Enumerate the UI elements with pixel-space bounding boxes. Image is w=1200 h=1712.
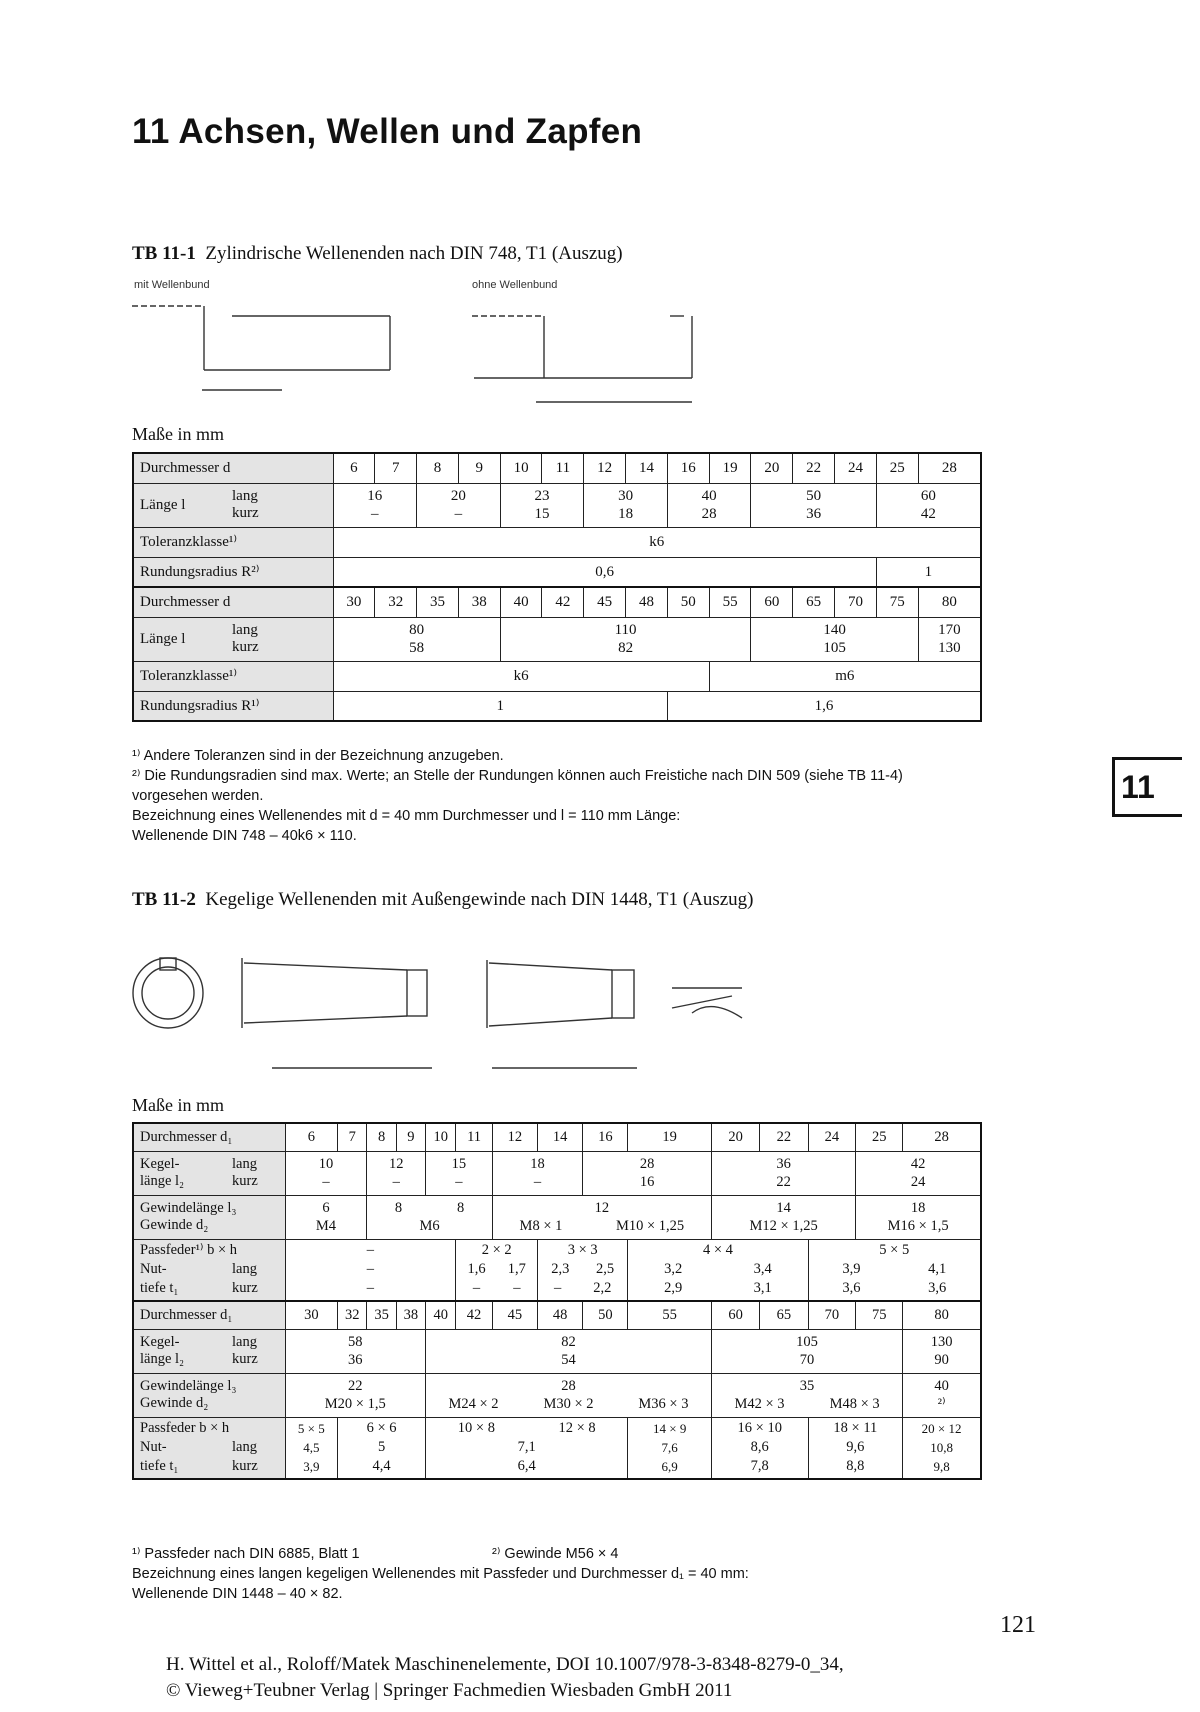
tb1-notes <box>132 746 982 846</box>
cell: 3 × 3 2,3 2,5 – 2,2 <box>537 1239 627 1301</box>
cell: M48 × 3 <box>829 1396 880 1412</box>
cell: – <box>472 1280 481 1297</box>
cell: 170 130 <box>918 617 981 661</box>
label: kurz <box>232 639 259 655</box>
cell: 55 <box>709 587 751 617</box>
cell: 35 <box>417 587 459 617</box>
cell: 20 <box>711 1123 759 1151</box>
footer-line-1: H. Wittel et al., Roloff/Matek Maschinenelemente, DOI 10.1007/978-3-8348-8279-0_34, <box>166 1654 844 1675</box>
cell: 16 × 10 8,6 7,8 <box>711 1417 808 1479</box>
label: lang <box>232 622 258 638</box>
tb1-caption-text: Zylindrische Wellenenden nach DIN 748, T1 (Auszug) <box>205 243 623 264</box>
cell: 16 – <box>333 483 417 527</box>
cell: 11 <box>542 453 584 483</box>
tb2-row-kegel-2 <box>133 1329 981 1373</box>
cell: 22 M20 × 1,5 <box>285 1373 426 1417</box>
label: Kegel- <box>140 1156 180 1172</box>
cell: 6 M4 <box>285 1195 367 1239</box>
shaft-without-collar <box>472 316 692 402</box>
cell: 45 <box>492 1301 537 1329</box>
cell: 75 <box>876 587 918 617</box>
note: ¹⁾ Andere Toleranzen sind in der Bezeichnung anzugeben. <box>132 748 504 764</box>
cell: 48 <box>626 587 668 617</box>
tb2-row-passfeder <box>133 1239 981 1301</box>
label: kurz <box>232 1351 258 1367</box>
chapter-title: 11 Achsen, Wellen und Zapfen <box>132 112 643 151</box>
cell: – <box>513 1280 521 1297</box>
tb1-row-diameter-2 <box>133 587 981 617</box>
cell: 14 <box>537 1123 582 1151</box>
tb1-row-radius-2 <box>133 691 981 721</box>
label: lang <box>232 1439 257 1456</box>
cell: 20 × 12 10,8 9,8 <box>903 1417 981 1479</box>
label: Nut- <box>140 1439 167 1456</box>
cell: 3,9 <box>842 1261 861 1278</box>
label: Länge l <box>140 631 186 647</box>
cell: 40 <box>426 1301 456 1329</box>
cell: 24 <box>835 453 877 483</box>
cell: m6 <box>709 661 981 691</box>
label: Durchmesser d₁ <box>133 1123 285 1151</box>
cell: 5 × 5 4,5 3,9 <box>285 1417 338 1479</box>
cell: 45 <box>584 587 626 617</box>
cell: 1,7 <box>507 1261 526 1278</box>
cell: 12 – <box>367 1151 426 1195</box>
cell: 105 70 <box>711 1329 902 1373</box>
taper-shaft-2 <box>487 960 637 1068</box>
cell: 140 105 <box>751 617 918 661</box>
cell: 28 M24 × 2 M30 × 2 M36 × 3 <box>426 1373 712 1417</box>
kegel-label <box>133 1151 285 1195</box>
cell: 130 90 <box>903 1329 981 1373</box>
cell: 4,1 <box>928 1261 947 1278</box>
cell: 18 M16 × 1,5 <box>856 1195 981 1239</box>
label: tiefe t₁ <box>140 1280 179 1297</box>
cell: 42 24 <box>856 1151 981 1195</box>
cell: 6 <box>285 1123 338 1151</box>
cell: 4 × 4 3,2 3,4 2,9 3,1 <box>628 1239 808 1301</box>
tb2-notes <box>132 1544 982 1604</box>
tb1-caption <box>132 243 623 265</box>
tb2-caption <box>132 889 753 911</box>
cell: 82 54 <box>426 1329 712 1373</box>
cell: 50 <box>583 1301 628 1329</box>
cell: 2,9 <box>664 1280 683 1297</box>
label: kurz <box>232 1173 258 1189</box>
cell: 30 18 <box>584 483 668 527</box>
cell: 14 × 9 7,6 6,9 <box>628 1417 712 1479</box>
cell: 7 <box>338 1123 367 1151</box>
note: ²⁾ Gewinde M56 × 4 <box>492 1546 619 1562</box>
tb2-row-gewinde <box>133 1195 981 1239</box>
cell: 60 <box>711 1301 759 1329</box>
cell: 1 <box>876 557 981 587</box>
label: Passfeder b × h <box>140 1420 230 1437</box>
cell: 16 <box>667 453 709 483</box>
cell: 10 <box>426 1123 456 1151</box>
label: kurz <box>232 1280 258 1297</box>
tb2-code: TB 11-2 <box>132 889 196 910</box>
cell: 8 <box>457 1200 465 1216</box>
note: ²⁾ Die Rundungsradien sind max. Werte; an Stelle der Rundungen können auch Freistiche nach DIN 509 (siehe TB 11-4) vorgesehen werden. <box>132 768 903 804</box>
cell: 10 – <box>285 1151 367 1195</box>
tb2-unit: Maße in mm <box>132 1095 224 1115</box>
cell: M30 × 2 <box>543 1396 594 1412</box>
tb2-row-diameter <box>133 1123 981 1151</box>
cell: 50 <box>667 587 709 617</box>
label: lang <box>232 1261 257 1278</box>
cell: 2,2 <box>593 1280 612 1297</box>
cell: 8 <box>367 1123 396 1151</box>
cell: 10 × 8 12 × 8 7,1 6,4 <box>426 1417 628 1479</box>
label: Länge l <box>140 497 186 513</box>
cell: 12 M8 × 1 M10 × 1,25 <box>492 1195 711 1239</box>
cell: 35 M42 × 3 M48 × 3 <box>711 1373 902 1417</box>
cell: 80 <box>918 587 981 617</box>
cell: 22 <box>793 453 835 483</box>
label: länge l₂ <box>140 1351 185 1367</box>
tb2-caption-text: Kegelige Wellenenden mit Außengewinde nach DIN 1448, T1 (Auszug) <box>205 889 754 910</box>
tb1-unit: Maße in mm <box>132 424 224 444</box>
cell: 10 × 8 <box>457 1420 495 1437</box>
tb1-row-radius <box>133 557 981 587</box>
tb1-row-length <box>133 483 981 527</box>
cell: 36 22 <box>711 1151 855 1195</box>
cell: 110 82 <box>500 617 751 661</box>
cell: 3,2 <box>664 1261 683 1278</box>
keyway-detail <box>672 988 742 1018</box>
cell: 40 ²⁾ <box>903 1373 981 1417</box>
cell: – – – <box>285 1239 456 1301</box>
label: Toleranzklasse¹⁾ <box>133 661 333 691</box>
cell: 1,6 <box>667 691 981 721</box>
cell: 8 <box>394 1200 403 1216</box>
tb2-row-passfeder-2 <box>133 1417 981 1479</box>
cell: 15 – <box>426 1151 493 1195</box>
cell: 25 <box>856 1123 903 1151</box>
cell: 0,6 <box>333 557 876 587</box>
cell: M36 × 3 <box>638 1396 689 1412</box>
passfeder-label <box>133 1239 285 1301</box>
tb1-row-length-2 <box>133 617 981 661</box>
tb1-code: TB 11-1 <box>132 243 196 264</box>
cell: 40 <box>500 587 542 617</box>
cell: 16 <box>583 1123 628 1151</box>
label: lang <box>232 1334 257 1350</box>
chapter-tab: 11 <box>1112 757 1182 817</box>
cell: 7 <box>375 453 417 483</box>
cell: 40 28 <box>667 483 751 527</box>
label: Durchmesser d <box>133 587 333 617</box>
cell: 10 <box>500 453 542 483</box>
cell: 30 <box>333 587 375 617</box>
tb2-row-diameter-2 <box>133 1301 981 1329</box>
cell: 18 – <box>492 1151 582 1195</box>
cell: 18 × 11 9,6 8,8 <box>808 1417 903 1479</box>
tb1-table <box>132 452 982 722</box>
cell: 32 <box>375 587 417 617</box>
cell: 70 <box>808 1301 856 1329</box>
cell: 14 M12 × 1,25 <box>711 1195 855 1239</box>
label: länge l₂ <box>140 1173 185 1189</box>
cell: 6 <box>333 453 375 483</box>
passfeder-label-2 <box>133 1417 285 1479</box>
cross-section <box>133 958 203 1028</box>
cell: 32 <box>338 1301 367 1329</box>
label: lang <box>232 488 258 504</box>
tb2-table <box>132 1122 982 1480</box>
label: Rundungsradius R¹⁾ <box>133 691 333 721</box>
label: tiefe t₁ <box>140 1458 179 1475</box>
cell: 11 <box>456 1123 492 1151</box>
cell: 50 36 <box>751 483 876 527</box>
cell: 2,5 <box>596 1261 615 1278</box>
tb2-row-gewinde-2 <box>133 1373 981 1417</box>
cell: 38 <box>458 587 500 617</box>
cell: 48 <box>537 1301 582 1329</box>
label: kurz <box>232 505 259 521</box>
cell: 38 <box>396 1301 425 1329</box>
taper-shaft-1 <box>242 958 432 1068</box>
note: Bezeichnung eines langen kegeligen Wellenendes mit Passfeder und Durchmesser d₁ = 40 mm: <box>132 1566 749 1582</box>
tb1-length-label <box>133 483 333 527</box>
cell: 75 <box>856 1301 903 1329</box>
gewinde-label-2 <box>133 1373 285 1417</box>
cell: 80 <box>903 1301 981 1329</box>
cell: 80 58 <box>333 617 500 661</box>
cell: 2,3 <box>551 1261 570 1278</box>
cell: 3,1 <box>753 1280 772 1297</box>
cell: k6 <box>333 661 709 691</box>
page-number: 121 <box>1000 1612 1036 1638</box>
cell: 65 <box>793 587 835 617</box>
cell: 1 <box>333 691 667 721</box>
cell: M24 × 2 <box>448 1396 499 1412</box>
cell: 14 <box>626 453 668 483</box>
cell: 60 <box>751 587 793 617</box>
cell: 22 <box>760 1123 808 1151</box>
note: Bezeichnung eines Wellenendes mit d = 40 mm Durchmesser und l = 110 mm Länge: <box>132 808 681 824</box>
tb1-row-tol-2 <box>133 661 981 691</box>
gewinde-label <box>133 1195 285 1239</box>
note: ¹⁾ Passfeder nach DIN 6885, Blatt 1 <box>132 1546 360 1562</box>
cell: 55 <box>628 1301 712 1329</box>
label: Gewindelänge l₃ <box>140 1200 237 1216</box>
cell: 8 8 M6 <box>367 1195 492 1239</box>
tb1-d-label: Durchmesser d <box>133 453 333 483</box>
cell: 30 <box>285 1301 338 1329</box>
cell: 23 15 <box>500 483 584 527</box>
cell: k6 <box>333 527 981 557</box>
tb1-figure <box>132 278 732 413</box>
cell: 9 <box>396 1123 425 1151</box>
cell: M10 × 1,25 <box>615 1218 685 1234</box>
note: Wellenende DIN 1448 – 40 × 82. <box>132 1586 343 1602</box>
cell: 1,6 <box>467 1261 486 1278</box>
cell: 24 <box>808 1123 856 1151</box>
cell: 20 <box>751 453 793 483</box>
label: Gewinde d₂ <box>140 1395 209 1411</box>
label: Durchmesser d₁ <box>133 1301 285 1329</box>
cell: 8 <box>417 453 459 483</box>
tb1-length-label-2 <box>133 617 333 661</box>
cell: 42 <box>542 587 584 617</box>
cell: 65 <box>760 1301 808 1329</box>
tb2-row-kegel <box>133 1151 981 1195</box>
cell: 20 – <box>417 483 501 527</box>
cell: 6 × 6 5 4,4 <box>338 1417 426 1479</box>
cell: 25 <box>876 453 918 483</box>
label: Gewinde d₂ <box>140 1217 209 1233</box>
cell: – <box>554 1280 562 1297</box>
label: Nut- <box>140 1261 167 1278</box>
cell: 2 × 2 1,6 1,7 – – <box>456 1239 538 1301</box>
cell: 3,6 <box>928 1280 947 1297</box>
label: kurz <box>232 1458 258 1475</box>
cell: 70 <box>835 587 877 617</box>
cell: 28 <box>918 453 981 483</box>
label: lang <box>232 1156 257 1172</box>
cell: 3,4 <box>753 1261 772 1278</box>
tb1-fig-label-right: ohne Wellenbund <box>472 279 558 291</box>
cell: 42 <box>456 1301 492 1329</box>
cell: 19 <box>628 1123 712 1151</box>
cell: 58 36 <box>285 1329 426 1373</box>
cell: 12 <box>492 1123 537 1151</box>
cell: 60 42 <box>876 483 981 527</box>
cell: M42 × 3 <box>734 1396 785 1412</box>
shaft-with-collar <box>132 306 390 390</box>
label: Kegel- <box>140 1334 180 1350</box>
cell: 28 16 <box>583 1151 712 1195</box>
footer-line-2: © Vieweg+Teubner Verlag | Springer Fachmedien Wiesbaden GmbH 2011 <box>166 1680 733 1701</box>
tb1-row-diameter <box>133 453 981 483</box>
cell: 35 <box>367 1301 396 1329</box>
tb1-row-tol <box>133 527 981 557</box>
tb1-fig-label-left: mit Wellenbund <box>134 279 210 291</box>
label: Passfeder¹⁾ b × h <box>140 1242 238 1259</box>
label: Toleranzklasse¹⁾ <box>133 527 333 557</box>
tb2-figure <box>132 918 782 1078</box>
tb2-footnotes <box>132 1544 982 1564</box>
note: Wellenende DIN 748 – 40k6 × 110. <box>132 828 357 844</box>
cell: 3,6 <box>842 1280 861 1297</box>
cell: 19 <box>709 453 751 483</box>
label: Rundungsradius R²⁾ <box>133 557 333 587</box>
cell: 9 <box>458 453 500 483</box>
cell: 12 × 8 <box>558 1420 596 1437</box>
cell: 5 × 5 3,9 4,1 3,6 3,6 <box>808 1239 981 1301</box>
cell: 12 <box>584 453 626 483</box>
kegel-label-2 <box>133 1329 285 1373</box>
cell: M8 × 1 <box>519 1218 563 1234</box>
cell: 28 <box>903 1123 981 1151</box>
label: Gewindelänge l₃ <box>140 1378 237 1394</box>
